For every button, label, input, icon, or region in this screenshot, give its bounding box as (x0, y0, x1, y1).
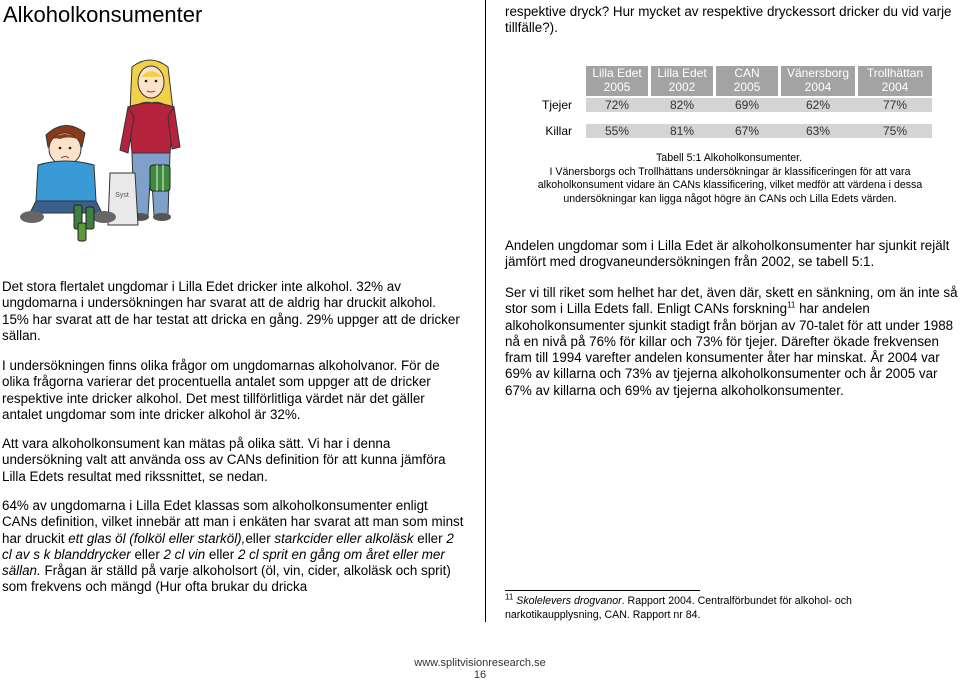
table-cell: 55% (604, 124, 630, 138)
table-cell: 69% (734, 98, 760, 112)
page-footer (380, 657, 580, 681)
paragraph: Att vara alkoholkonsument kan mätas på olika sätt. Vi har i denna undersökning valt att använda oss av CANs definition för att kunna jämföra Lilla Edets resultat med rikssnittet, se nedan. (2, 436, 446, 484)
row-label: Tjejer (541, 98, 572, 112)
column-divider (485, 0, 486, 622)
paragraph: Andelen ungdomar som i Lilla Edet är alkoholkonsumenter har sjunkit rejält jämfört med drogvaneundersökningen från 2002, se tabell 5:1. (505, 238, 950, 270)
column-header: Lilla Edet 2005 (586, 66, 648, 96)
table-cell: 82% (669, 98, 695, 112)
table-caption (520, 152, 940, 206)
table-cell: 62% (805, 98, 831, 112)
footer-url: www.splitvisionresearch.se (414, 657, 546, 669)
table-cell: 77% (882, 98, 908, 112)
row-label: Killar (545, 124, 572, 138)
caption-title: Tabell 5:1 Alkoholkonsumenter. (656, 152, 803, 164)
paragraph: Det stora flertalet ungdomar i Lilla Edet dricker inte alkohol. 32% av ungdomarna i undersökningen har svarat att de aldrig har druckit alkohol. 15% har svarat att de har testat att dricka en gång. 29% uppger att de dricker sällan. (2, 279, 460, 343)
bag-label: Syst (115, 192, 129, 199)
paragraph: I undersökningen finns olika frågor om ungdomarnas alkoholvanor. För de olika frågorna varierar det procentuella antalet som uppger att de dricker respektive inte dricker alkohol. Det mest tillförlitliga värdet när det gäller antalet ungdomar som inte dricker alkohol är 32%. (2, 358, 440, 422)
table-cell: 81% (669, 124, 695, 138)
table-cell: 63% (805, 124, 831, 138)
column-header: Lilla Edet 2002 (651, 66, 713, 96)
caption-body: I Vänersborgs och Trollhättans undersökningar är klassificeringen för att vara alkoholkonsument vidare än CANs klassificering, vilket medför att värdena i dessa undersökningar kan ligga något högre än CANs och Lilla Edets värden. (537, 165, 923, 205)
column-header: Vänersborg 2004 (781, 66, 855, 96)
page-number: 16 (473, 669, 487, 681)
page-title: Alkoholkonsumenter (3, 2, 203, 27)
paragraph: Ser vi till riket som helhet har det, även där, skett en sänkning, om än inte så stor som i Lilla Edets fall. Enligt CANs forskning$^{11}$ har andelen alkoholkonsumenter sjunkit stadigt från början av 70-talet för att under 1988 nå en nivå på 76% för killar och 73% för tjejer. Därefter ökade frekvensen fram till 1994 varefter andelen konsumenter åter har minskat. År 2004 var 69% av killarna och 73% av tjejerna alkoholkonsumenter och år 2005 var 67% av killarna och 69% av tjejerna alkoholkonsumenter. (505, 285, 958, 398)
table-cell: 75% (882, 124, 908, 138)
footnote: $^{11}$ Skolelevers drogvanor. Rapport 2004. Centralförbundet för alkohol- och narkotikaupplysning, CAN. Rapport nr 84. (505, 592, 852, 621)
table-cell: 72% (604, 98, 630, 112)
footnote-rule (505, 590, 700, 591)
paragraph: 64% av ungdomarna i Lilla Edet klassas som alkoholkonsumenter enligt CANs definition, vilket innebär att man i enkäten har svarat att man som minst har druckit ett glas öl (folköl eller starköl),eller starkcider eller alkoläsk eller 2 cl av s k blanddrycker eller 2 cl vin eller 2 cl sprit en gång om året eller mer sällan. Frågan är ställd på varje alkoholsort (öl, vin, cider, alkoläsk och sprit) som frekvens och mängd (Hur ofta brukar du dricka (2, 498, 464, 595)
table-cell: 67% (734, 124, 760, 138)
right-intro-text: respektive dryck? Hur mycket av respektive dryckessort dricker du vid varje tillfälle?). (505, 4, 952, 36)
teenagers-illustration (10, 55, 200, 250)
footnote-ref: 11 (787, 300, 796, 310)
column-header: Trollhättan 2004 (858, 66, 932, 96)
column-header: CAN 2005 (716, 66, 778, 96)
